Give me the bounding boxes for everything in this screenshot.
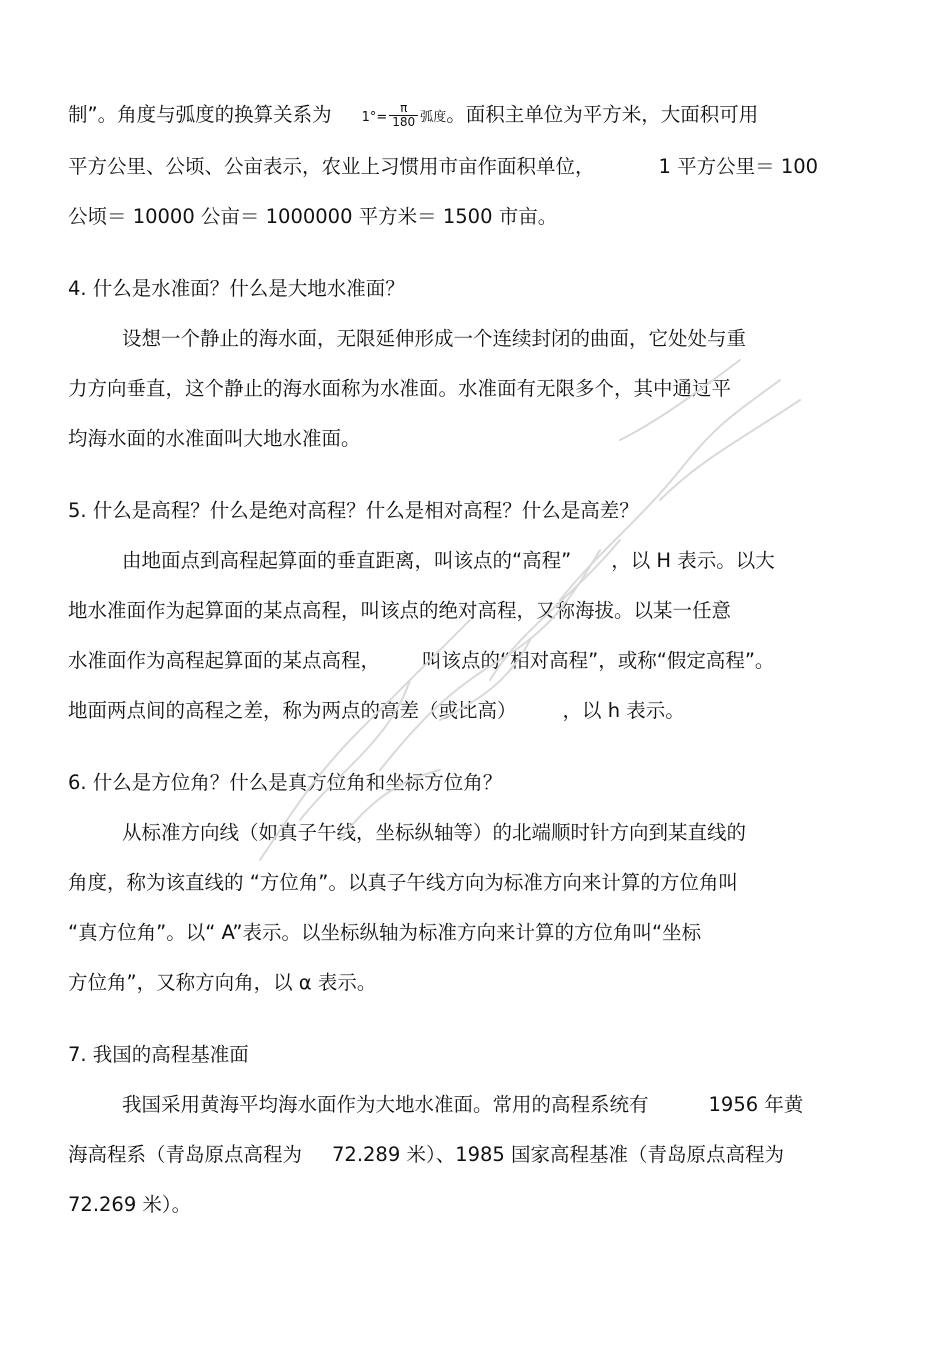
text-span: 72.289 米）、1985 国家高程基准（青岛原点高程为 [332, 1143, 785, 1166]
text-span: 由地面点到高程起算面的垂直距离，叫该点的“高程” [122, 549, 572, 572]
text-span: 平方公里、公顷、公亩表示，农业上习惯用市亩作面积单位， [68, 155, 595, 178]
question-7-title: 7. 我国的高程基准面 [68, 1043, 249, 1066]
text-span: 水准面作为高程起算面的某点高程， [68, 649, 381, 672]
text-span: 公顷＝ 10000 公亩＝ 1000000 平方米＝ 1500 市亩。 [68, 205, 558, 228]
para-line [122, 548, 775, 574]
text-span: 我国采用黄海平均海水面作为大地水准面。常用的高程系统有 [122, 1093, 649, 1116]
para-line: 从标准方向线（如真子午线，坐标纵轴等）的北端顺时针方向到某直线的 [122, 821, 747, 844]
text-span: 海高程系（青岛原点高程为 [68, 1143, 303, 1166]
radian-unit: 弧度 [420, 110, 447, 125]
para-line: 72.269 米）。 [68, 1193, 192, 1216]
fraction-denominator: 180 [392, 115, 416, 129]
para-line: 方位角”，又称方向角，以 α 表示。 [68, 971, 377, 994]
question-5-title: 5. 什么是高程？什么是绝对高程？什么是相对高程？什么是高差？ [68, 499, 639, 522]
para-line [68, 1142, 784, 1168]
text-span: 。面积主单位为平方米，大面积可用 [446, 103, 759, 126]
text-span: 地面两点间的高程之差，称为两点的高差（或比高） [68, 699, 517, 722]
text-span: 1956 年黄 [708, 1093, 804, 1116]
text-span: ，以 h 表示。 [562, 699, 685, 722]
para-line: 设想一个静止的海水面，无限延伸形成一个连续封闭的曲面，它处处与重 [122, 327, 747, 350]
para-line: 力方向垂直，这个静止的海水面称为水准面。水准面有无限多个，其中通过平 [68, 377, 732, 400]
para-line [68, 102, 758, 131]
para-line [122, 1092, 803, 1118]
text-span: ，以 H 表示。以大 [611, 549, 775, 572]
question-6-title: 6. 什么是方位角？什么是真方位角和坐标方位角？ [68, 771, 503, 794]
para-line [68, 154, 818, 180]
fraction-numerator: π [389, 102, 418, 116]
text-span: 制”。角度与弧度的换算关系为 [68, 103, 332, 126]
degree-text: 1°= [361, 110, 388, 125]
para-line: 均海水面的水准面叫大地水准面。 [68, 427, 361, 450]
text-span: 1 平方公里＝ 100 [658, 155, 819, 178]
pi-over-180-fraction [389, 102, 418, 129]
para-line: 地水准面作为起算面的某点高程，叫该点的绝对高程，又称海拔。以某一任意 [68, 599, 732, 622]
text-span: 叫该点的“相对高程”，或称“假定高程”。 [422, 649, 775, 672]
para-line [68, 648, 774, 674]
para-line: “真方位角”。以“ A”表示。以坐标纵轴为标准方向来计算的方位角叫“坐标 [68, 921, 702, 944]
question-4-title: 4. 什么是水准面？什么是大地水准面？ [68, 277, 405, 300]
para-line: 角度，称为该直线的 “方位角”。以真子午线方向为标准方向来计算的方位角叫 [68, 871, 738, 894]
para-line [68, 698, 685, 724]
para-line [68, 204, 557, 230]
